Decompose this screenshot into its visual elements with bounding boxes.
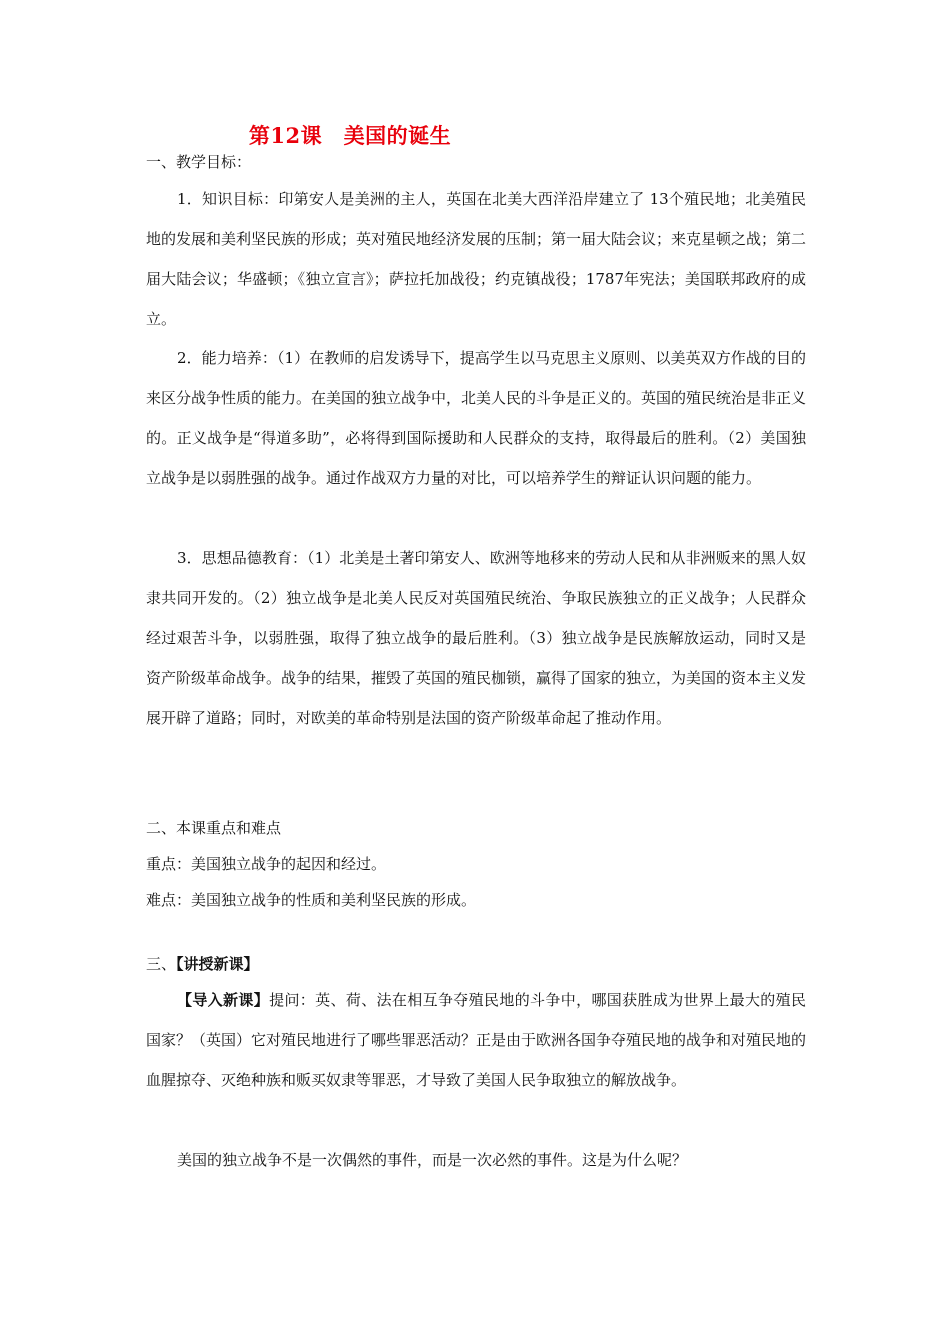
page-title: 第12课 美国的诞生 <box>248 123 452 148</box>
paragraph-ability-training: 2．能力培养：（1）在教师的启发诱导下，提高学生以马克思主义原则、以美英双方作战的目的来区分战争性质的能力。在美国的独立战争中，北美人民的斗争是正义的。英国的殖民统治是非正义的。正义战争是“得道多助”，必将得到国际援助和人民群众的支持，取得最后的胜利。（2）美国独立战争是以弱胜强的战争。通过作战双方力量的对比，可以培养学生的辩证认识问题的能力。 <box>146 349 807 487</box>
intro-text: 提问：英、荷、法在相互争夺殖民地的斗争中，哪国获胜成为世界上最大的殖民国家？（英国）它对殖民地进行了哪些罪恶活动？正是由于欧洲各国争夺殖民地的战争和对殖民地的血腥掠夺、灭绝种族和贩买奴隶等罪恶，才导致了美国人民争取独立的解放战争。 <box>146 991 807 1089</box>
difficult-point-line: 难点：美国独立战争的性质和美利坚民族的形成。 <box>146 891 477 909</box>
key-point-line: 重点：美国独立战争的起因和经过。 <box>146 855 387 873</box>
paragraph-closing-question: 美国的独立战争不是一次偶然的事件，而是一次必然的事件。这是为什么呢？ <box>177 1151 688 1169</box>
paragraph-introduction <box>146 980 806 1100</box>
section-heading-objectives: 一、教学目标： <box>146 153 252 171</box>
intro-label: 【导入新课】 <box>177 991 270 1009</box>
paragraph-knowledge-objective: 1．知识目标：印第安人是美洲的主人，英国在北美大西洋沿岸建立了 13个殖民地；北美殖民地的发展和美利坚民族的形成；英对殖民地经济发展的压制；第一届大陆会议；来克星顿之战；第二届大陆会议；华盛顿；《独立宣言》；萨拉托加战役；约克镇战役；1787年宪法；美国联邦政府的成立。 <box>146 190 807 328</box>
section-heading-text: 【讲授新课】 <box>176 955 259 973</box>
section-heading-new-lesson <box>146 953 806 975</box>
paragraph-moral-education: 3．思想品德教育：（1）北美是土著印第安人、欧洲等地移来的劳动人民和从非洲贩来的黑人奴隶共同开发的。（2）独立战争是北美人民反对英国殖民统治、争取民族独立的正义战争；人民群众经过艰苦斗争，以弱胜强，取得了独立战争的最后胜利。（3）独立战争是民族解放运动，同时又是资产阶级革命战争。战争的结果，摧毁了英国的殖民枷锁，赢得了国家的独立，为美国的资本主义发展开辟了道路；同时，对欧美的革命特别是法国的资产阶级革命起了推动作用。 <box>146 549 807 727</box>
section-number: 三、 <box>146 955 177 973</box>
section-heading-key-points: 二、本课重点和难点 <box>146 819 282 837</box>
